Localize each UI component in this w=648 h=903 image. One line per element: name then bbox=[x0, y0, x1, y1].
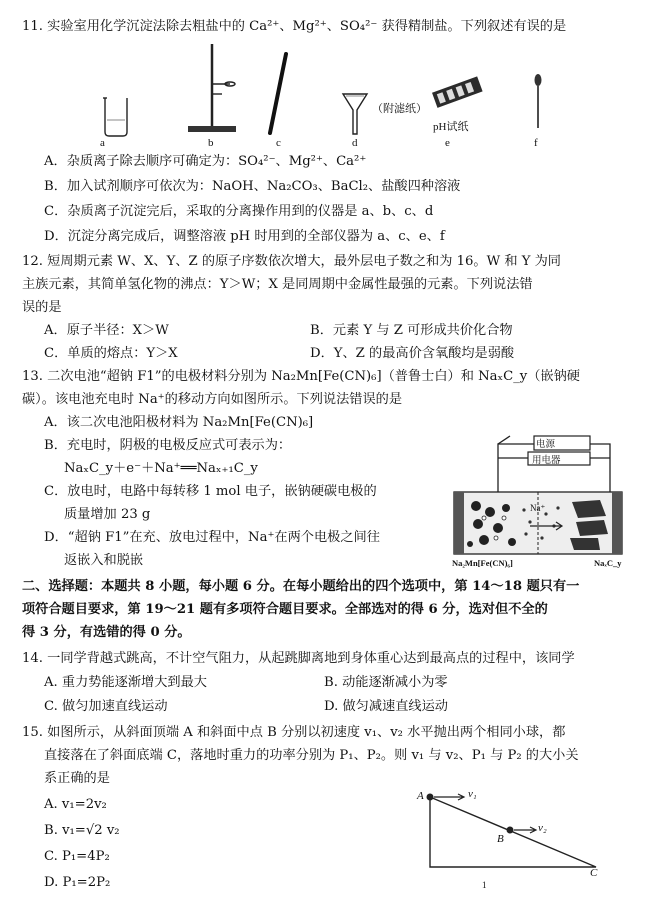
appliance-label: 用电器 bbox=[532, 456, 561, 466]
q14-option-a: A. 重力势能逐渐增大到最大 bbox=[44, 675, 207, 690]
q12-option-a: A．原子半径：X＞W bbox=[44, 323, 169, 338]
q13-option-b-equation: NaₓC_y＋e⁻＋Na⁺══Naₓ₊₁C_y bbox=[64, 461, 258, 476]
q15-option-c: C. P₁=4P₂ bbox=[44, 849, 110, 864]
q14-stem: 14. 一同学背越式跳高，不计空气阻力，从起跳脚离地到身体重心达到最高点的过程中，该同学 bbox=[22, 651, 575, 666]
q11-apparatus-figure bbox=[30, 36, 630, 156]
arrow-v1 bbox=[434, 794, 464, 800]
q12-option-d: D．Y、Z 的最高价含氧酸均是弱酸 bbox=[310, 346, 515, 361]
q11-option-d: D．沉淀分离完成后，调整溶液 pH 时用到的全部仪器为 a、c、e、f bbox=[44, 229, 445, 244]
section2-line-3: 得 3 分，有选错的得 0 分。 bbox=[22, 625, 191, 640]
apparatus-label-f: f bbox=[534, 137, 538, 149]
q14-option-b: B. 动能逐渐减小为零 bbox=[324, 675, 448, 690]
funnel-icon bbox=[343, 94, 367, 134]
apparatus-label-e: e bbox=[445, 137, 450, 149]
q11-stem: 11. 实验室用化学沉淀法除去粗盐中的 Ca²⁺、Mg²⁺、SO₄²⁻ 获得精制盐。下列叙述有误的是 bbox=[22, 19, 567, 34]
section2-line-1: 二、选择题：本题共 8 小题，每小题 6 分。在每小题给出的四个选项中，第 14～18 题只有一 bbox=[22, 579, 580, 594]
ball-b bbox=[507, 827, 514, 834]
q14-option-c: C. 做匀加速直线运动 bbox=[44, 699, 168, 714]
ion-label: Na⁺ bbox=[530, 503, 546, 513]
v2-label: v₂ bbox=[538, 822, 547, 834]
right-electrode-label: NaₓC_y bbox=[594, 558, 622, 568]
q13-stem-line-2: 碳）。该电池充电时 Na⁺的移动方向如图所示。下列说法错误的是 bbox=[22, 392, 403, 407]
q12-option-b: B．元素 Y 与 Z 可形成共价化合物 bbox=[310, 323, 513, 338]
iron-stand-icon bbox=[188, 44, 236, 132]
filter-paper-label: （附滤纸） bbox=[372, 103, 427, 115]
arrow-v2 bbox=[514, 827, 536, 833]
q13-stem-line-1: 13. 二次电池“超钠 F1”的电极材料分别为 Na₂Mn[Fe(CN)₆]（普鲁士白）和 NaₓC_y（嵌钠硬 bbox=[22, 369, 580, 384]
ph-paper-label: pH试纸 bbox=[433, 121, 469, 133]
q15-option-b: B. v₁=√2 v₂ bbox=[44, 823, 120, 838]
apparatus-label-d: d bbox=[352, 137, 358, 149]
q15-stem-line-1: 15. 如图所示，从斜面顶端 A 和斜面中点 B 分别以初速度 v₁、v₂ 水平抛出两个相同小球，都 bbox=[22, 725, 566, 740]
q15-stem-line-3: 系正确的是 bbox=[44, 771, 110, 786]
apparatus-label-b: b bbox=[208, 137, 214, 149]
ball-a bbox=[427, 794, 434, 801]
q15-option-a: A. v₁=2v₂ bbox=[44, 797, 107, 812]
q13-option-d: D．“超钠 F1”在充、放电过程中，Na⁺在两个电极之间往 bbox=[44, 530, 380, 545]
q13-option-a: A．该二次电池阳极材料为 Na₂Mn[Fe(CN)₆] bbox=[44, 415, 314, 430]
q15-stem-line-2: 直接落在了斜面底端 C，落地时重力的功率分别为 P₁、P₂。则 v₁ 与 v₂、P₁ 与 P₂ 的大小关 bbox=[44, 748, 579, 763]
point-c-label: C bbox=[590, 867, 598, 879]
page-marker: 1 bbox=[482, 880, 487, 890]
dropper-icon bbox=[535, 74, 542, 128]
q12-stem-line-3: 误的是 bbox=[22, 300, 62, 315]
beaker-icon bbox=[103, 98, 127, 136]
glass-rod-icon bbox=[270, 54, 286, 133]
ph-paper-icon bbox=[432, 76, 483, 107]
q13-option-d-cont: 返嵌入和脱嵌 bbox=[64, 553, 144, 568]
q15-option-d: D. P₁=2P₂ bbox=[44, 875, 111, 890]
point-b-label: B bbox=[497, 833, 504, 845]
power-label: 电源 bbox=[536, 440, 556, 450]
point-a-label: A bbox=[417, 790, 424, 802]
section2-line-2: 项符合题目要求，第 19～21 题有多项符合题目要求。全部选对的得 6 分，选对但不全的 bbox=[22, 602, 548, 617]
q12-stem-line-2: 主族元素，其简单氢化物的沸点：Y＞W；X 是同周期中金属性最强的元素。下列说法错 bbox=[22, 277, 533, 292]
q14-option-d: D. 做匀减速直线运动 bbox=[324, 699, 448, 714]
q13-option-c: C．放电时，电路中每转移 1 mol 电子，嵌钠硬碳电极的 bbox=[44, 484, 377, 499]
q11-option-c: C．杂质离子沉淀完后，采取的分离操作用到的仪器是 a、b、c、d bbox=[44, 204, 434, 219]
q12-option-c: C．单质的熔点：Y＞X bbox=[44, 346, 178, 361]
v1-label: v₁ bbox=[468, 788, 477, 800]
left-electrode-label: Na₂Mn[Fe(CN)₆] bbox=[452, 558, 513, 568]
q12-stem-line-1: 12. 短周期元素 W、X、Y、Z 的原子序数依次增大，最外层电子数之和为 16。W 和 Y 为同 bbox=[22, 254, 561, 269]
q11-option-a: A．杂质离子除去顺序可确定为：SO₄²⁻、Mg²⁺、Ca²⁺ bbox=[44, 154, 367, 169]
q13-option-b: B．充电时，阴极的电极反应式可表示为： bbox=[44, 438, 292, 453]
apparatus-label-c: c bbox=[276, 137, 281, 149]
apparatus-label-a: a bbox=[100, 137, 105, 149]
q13-option-c-cont: 质量增加 23 g bbox=[64, 507, 151, 522]
q11-option-b: B．加入试剂顺序可依次为：NaOH、Na₂CO₃、BaCl₂、盐酸四种溶液 bbox=[44, 179, 461, 194]
